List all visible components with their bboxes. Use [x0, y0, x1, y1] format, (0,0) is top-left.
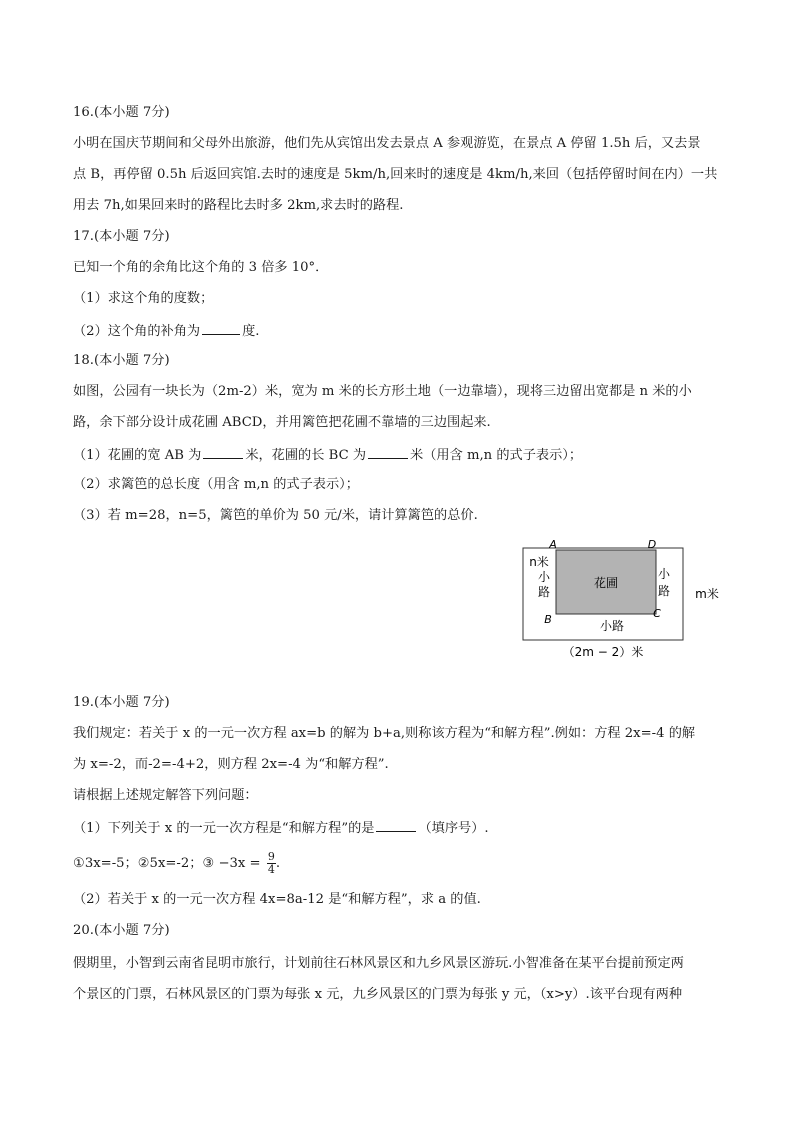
garden-figure [515, 534, 725, 664]
q19-part-1 [73, 818, 723, 838]
q18-text-line-2: 路，余下部分设计成花圃 ABCD，并用篱笆把花圃不靠墙的三边围起来. [73, 415, 491, 430]
q17-part-2 [73, 321, 723, 341]
fraction-denominator: 4 [267, 863, 275, 876]
q20-text-line-1: 假期里，小智到云南省昆明市旅行，计划前往石林风景区和九乡风景区游玩.小智准备在某平台提前预定两 [73, 956, 684, 971]
path-width-label: n米 [529, 555, 549, 569]
q19-text-line-1: 我们规定：若关于 x 的一元一次方程 ax=b 的解为 b+a,则称该方程为“和解方程”.例如：方程 2x=-4 的解 [73, 726, 696, 741]
q19-part-1-suffix: （填序号）. [418, 821, 489, 836]
left-path-label-2: 路 [537, 585, 551, 599]
q19-part-2: （2）若关于 x 的一元一次方程 4x=8a-12 是“和解方程”，求 a 的值. [73, 892, 481, 907]
q19-part-1-text: （1）下列关于 x 的一元一次方程是“和解方程”的是 [73, 821, 375, 836]
q18-part-3: （3）若 m=28，n=5，篱笆的单价为 50 元/米，请计算篱笆的总价. [73, 508, 478, 523]
q18-header: 18.(本小题 7分) [73, 353, 170, 368]
q20-header: 20.(本小题 7分) [73, 923, 170, 938]
label-A: A [549, 538, 557, 551]
left-path-label-1: 小 [537, 570, 551, 584]
right-path-label-1: 小 [657, 567, 671, 581]
q18-part-2: （2）求篱笆的总长度（用含 m,n 的式子表示）； [73, 477, 359, 492]
q19-options [73, 851, 723, 876]
q17-part-2-unit: 度. [242, 324, 260, 339]
length-label: （2m − 2）米 [562, 645, 644, 659]
q16-header: 16.(本小题 7分) [73, 105, 170, 120]
answer-blank [376, 818, 416, 832]
width-label: m米 [695, 587, 719, 601]
q19-options-end: . [275, 856, 281, 871]
q19-text-line-3: 请根据上述规定解答下列问题： [73, 788, 258, 803]
fraction [267, 851, 276, 876]
q16-text-line-3: 用去 7h,如果回来时的路程比去时多 2km,求去时的路程. [73, 198, 404, 213]
bottom-path-label: 小路 [599, 619, 625, 633]
q16-text-line-1: 小明在国庆节期间和父母外出旅游，他们先从宾馆出发去景点 A 参观游览，在景点 A 停留 1.5h 后，又去景 [73, 136, 701, 151]
q18-part-1 [73, 445, 723, 465]
q19-text-line-2: 为 x=-2，而-2=-4+2，则方程 2x=-4 为“和解方程”. [73, 757, 389, 772]
q20-text-line-2: 个景区的门票，石林风景区的门票为每张 x 元，九乡风景区的门票为每张 y 元，（x>y）.该平台现有两种 [73, 987, 683, 1002]
q18-part-1-text-b: 米，花圃的长 BC 为 [245, 448, 367, 463]
label-C: C [653, 607, 661, 620]
q17-text-line-1: 已知一个角的余角比这个角的 3 倍多 10°． [73, 260, 329, 275]
answer-blank [368, 445, 408, 459]
q18-text-line-1: 如图，公园有一块长为（2m-2）米，宽为 m 米的长方形土地（一边靠墙），现将三边留出宽都是 n 米的小 [73, 384, 692, 399]
q17-part-1: （1）求这个角的度数； [73, 291, 214, 306]
q18-part-1-text-a: （1）花圃的宽 AB 为 [73, 448, 202, 463]
q19-options-text: ①3x=-5；②5x=-2；③ −3x = [73, 856, 261, 871]
q18-part-1-text-c: 米（用含 m,n 的式子表示）； [410, 448, 583, 463]
answer-blank [202, 321, 240, 335]
q17-header: 17.(本小题 7分) [73, 229, 170, 244]
right-path-label-2: 路 [657, 584, 671, 598]
q17-part-2-text: （2）这个角的补角为 [73, 324, 201, 339]
q16-text-line-2: 点 B，再停留 0.5h 后返回宾馆.去时的速度是 5km/h,回来时的速度是 4km/h,来回（包括停留时间在内）一共 [73, 167, 718, 182]
garden-label: 花圃 [593, 576, 619, 590]
label-B: B [544, 613, 552, 626]
fraction-numerator: 9 [267, 850, 275, 863]
answer-blank [203, 445, 243, 459]
q19-header: 19.(本小题 7分) [73, 695, 170, 710]
label-D: D [647, 538, 657, 551]
